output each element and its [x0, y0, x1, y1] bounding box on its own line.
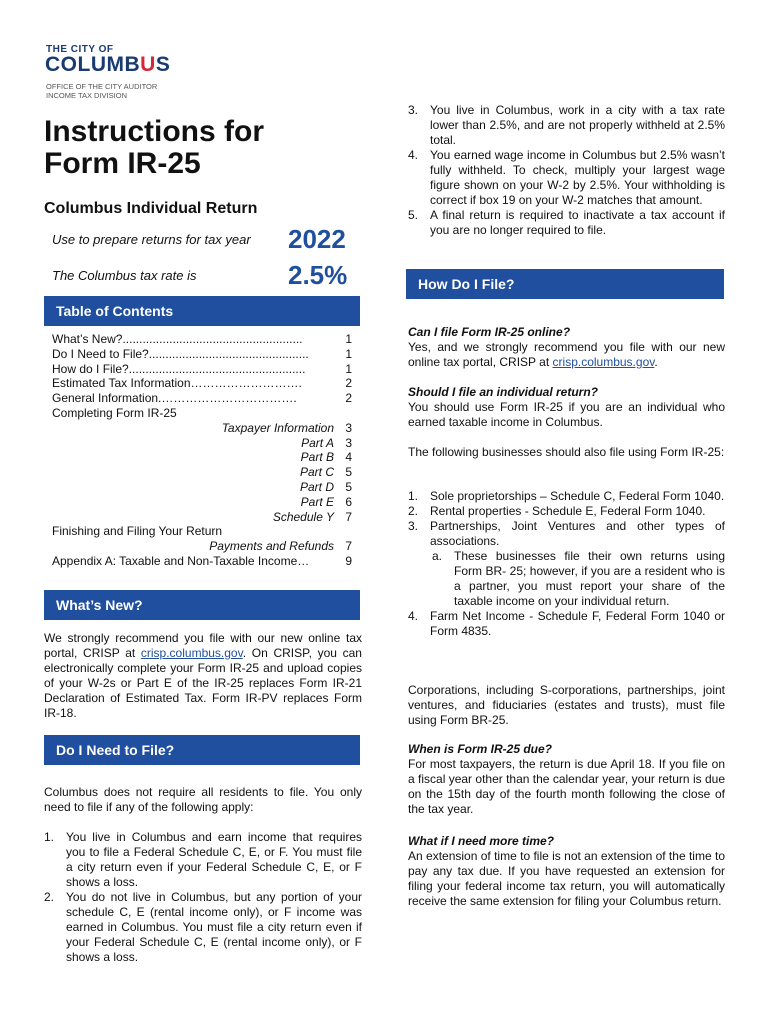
need-to-file-intro: Columbus does not require all residents to file. You only need to file if any of the following apply: — [44, 785, 362, 814]
logo-columbus-accent: U — [140, 53, 156, 76]
list-item — [408, 103, 725, 148]
whats-new-text-after: . On CRISP, you can electronically complete your Form IR-25 and upload copies of your W-2s or Part E of the IR-25 replaces Form IR-21 Declaration of Estimated Tax. Form IR-PV replaces Form IR-18. — [44, 646, 362, 720]
answer-due: For most taxpayers, the return is due April 18. If you file on a fiscal year other than the calendar year, your return is due on the 15th day of the fourth month following the close of the tax year. — [408, 757, 725, 816]
business-list-cont — [408, 609, 725, 639]
list-item — [408, 148, 725, 208]
toc-row-page — [334, 524, 352, 539]
tax-rate-label: The Columbus tax rate is — [52, 268, 197, 283]
toc-row-page: 2 — [345, 391, 352, 406]
list-item-text: You do not live in Columbus, but any portion of your schedule C, E (rental income only), or F income was earned in Columbus. You must file a city return even if your Federal Schedule C, E (rental income only), or F shows a loss. — [66, 890, 362, 964]
toc-row-label: Payments and Refunds — [209, 539, 334, 554]
toc-row-label: Appendix A: Taxable and Non-Taxable Income… — [52, 553, 310, 568]
toc-row-label: General Information.……………………………. — [52, 391, 297, 406]
list-item — [408, 609, 725, 639]
toc-row[interactable] — [52, 391, 352, 406]
question-extension: What if I need more time? — [408, 834, 555, 848]
sub-list-item-text: These businesses file their own returns using Form BR- 25; however, if you are a resident who is a partner, you must report your share of the taxable income on your individual return. — [454, 549, 725, 608]
sub-list-item-letter: a. — [432, 549, 443, 563]
answer-online-after: . — [654, 355, 658, 369]
toc-row-page: 7 — [345, 539, 352, 554]
list-item — [408, 519, 725, 549]
list-item-number: 4. — [408, 609, 419, 623]
toc-row-page: 6 — [345, 494, 352, 509]
toc-row-label: Completing Form IR-25 — [52, 405, 177, 420]
crisp-link[interactable]: crisp.columbus.gov — [140, 646, 243, 660]
list-item-number: 3. — [408, 103, 419, 117]
list-item — [44, 890, 362, 965]
logo-columbus — [45, 53, 170, 77]
list-item-number: 2. — [44, 890, 55, 904]
toc-row-label: What’s New?...................................................... — [52, 332, 303, 346]
toc-heading: Table of Contents — [44, 296, 360, 326]
tax-rate-value: 2.5% — [288, 260, 348, 290]
list-item-number: 2. — [408, 504, 419, 518]
list-item-text: You live in Columbus and earn income that requires you to file a Federal Schedule C, E, or F. You must file a city return even if your Federal Schedule C, E, or F shows a loss. — [66, 830, 362, 889]
list-item-number: 1. — [408, 489, 419, 503]
toc-row[interactable] — [52, 554, 352, 569]
whats-new-text — [44, 631, 362, 721]
list-item-text: Rental properties - Schedule E, Federal Form 1040. — [430, 504, 706, 518]
how-file-heading: How Do I File? — [406, 269, 724, 299]
toc-row-page — [334, 406, 352, 421]
page-subtitle: Columbus Individual Return — [44, 200, 258, 217]
whats-new-text-before: We strongly recommend you file with our new online tax portal, CRISP at — [44, 631, 362, 660]
toc-row-page: 1 — [345, 332, 352, 346]
toc-row[interactable] — [52, 539, 352, 554]
logo-office-line1: OFFICE OF THE CITY AUDITOR — [46, 82, 158, 91]
answer-online — [408, 340, 725, 370]
logo-office — [46, 82, 157, 100]
toc-row[interactable] — [52, 495, 352, 510]
toc-row-page: 5 — [345, 465, 352, 480]
toc-row-page: 2 — [345, 376, 352, 391]
toc-row-page: 1 — [345, 361, 352, 376]
list-item — [44, 830, 362, 890]
page-title — [44, 116, 264, 180]
need-to-file-list-right — [408, 103, 725, 238]
answer-online-before: Yes, and we strongly recommend you file with our new online tax portal, CRISP at — [408, 340, 725, 369]
toc-row-page: 3 — [345, 420, 352, 435]
answer-individual: You should use Form IR-25 if you are an individual who earned taxable income in Columbus. — [408, 400, 725, 429]
list-item — [408, 504, 725, 519]
toc-row[interactable] — [52, 510, 352, 525]
crisp-link[interactable]: crisp.columbus.gov — [552, 355, 655, 369]
list-item-text: You live in Columbus, work in a city with a tax rate lower than 2.5%, and are not properly withheld at 2.5% total. — [430, 103, 725, 147]
how-file-individual — [408, 385, 725, 430]
list-item — [408, 208, 725, 238]
toc-row[interactable] — [52, 436, 352, 451]
how-file-extension — [408, 834, 725, 909]
list-item-number: 1. — [44, 830, 55, 844]
toc-row-label: How do I File?..................................................... — [52, 361, 306, 376]
tax-year-value: 2022 — [288, 224, 346, 254]
page-title-line1: Instructions for — [44, 115, 265, 148]
toc-row-label: Part D — [299, 479, 334, 494]
how-file-online — [408, 325, 725, 370]
toc-row-page: 9 — [345, 553, 352, 568]
how-file-businesses-intro: The following businesses should also file using Form IR-25: — [408, 445, 725, 459]
question-online: Can I file Form IR-25 online? — [408, 325, 571, 339]
how-file-business-list — [408, 489, 725, 639]
toc-row-label: Do I Need to File?................................................ — [52, 346, 309, 361]
toc-row[interactable] — [52, 480, 352, 495]
toc-row-label: Finishing and Filing Your Return — [52, 524, 223, 539]
list-item-text: Partnerships, Joint Ventures and other types of associations. — [430, 519, 725, 548]
toc-row-label: Part B — [300, 450, 334, 465]
question-due: When is Form IR-25 due? — [408, 742, 553, 756]
list-item-text: You earned wage income in Columbus but 2.5% wasn’t fully withheld. To check, multiply your largest wage figure shown on your W-2 by 2.5%. Your withholding is correct if box 19 on your W-2 matches that amount. — [430, 148, 725, 207]
toc-row-page: 3 — [345, 435, 352, 450]
toc-row[interactable] — [52, 450, 352, 465]
toc-row[interactable] — [52, 332, 352, 347]
answer-extension: An extension of time to file is not an extension of the time to pay any tax due. If you have requested an extension for filing your federal income tax return, you will automatically receive the same extension for filing your Columbus return. — [408, 849, 725, 908]
toc-row[interactable] — [52, 421, 352, 436]
toc-row-label: Part E — [300, 494, 334, 509]
need-to-file-heading: Do I Need to File? — [44, 735, 360, 765]
list-item-number: 4. — [408, 148, 419, 162]
business-list — [408, 489, 725, 549]
list-item-number: 5. — [408, 208, 419, 222]
how-file-due — [408, 742, 725, 817]
tax-year-label: Use to prepare returns for tax year — [52, 232, 251, 247]
toc-row-page: 7 — [345, 509, 352, 524]
list-item-text: Sole proprietorships – Schedule C, Federal Form 1040. — [430, 489, 725, 503]
list-item-text: Farm Net Income - Schedule F, Federal Form 1040 or Form 4835. — [430, 609, 725, 638]
sub-list-item — [408, 549, 725, 609]
logo-office-line2: INCOME TAX DIVISION — [46, 91, 127, 100]
toc-row-label: Part A — [301, 435, 334, 450]
logo-city-of: THE CITY OF — [46, 44, 114, 55]
toc-list — [52, 332, 352, 569]
need-to-file-list-left — [44, 830, 362, 965]
toc-row[interactable] — [52, 347, 352, 362]
list-item — [408, 489, 725, 504]
toc-row-page: 1 — [345, 346, 352, 361]
question-individual: Should I file an individual return? — [408, 385, 599, 399]
page-title-line2: Form IR-25 — [44, 147, 201, 180]
logo-columbus-part3: S — [155, 53, 171, 76]
toc-row-label: Part C — [299, 465, 334, 480]
toc-row-page: 4 — [345, 450, 352, 465]
list-item-number: 3. — [408, 519, 419, 533]
toc-row-page: 5 — [345, 479, 352, 494]
toc-row-label: Estimated Tax Information………………………. — [52, 376, 302, 391]
list-item-text: A final return is required to inactivate a tax account if you are no longer required to file. — [430, 208, 725, 237]
toc-row[interactable] — [52, 406, 352, 421]
logo-columbus-part1: COLUMB — [45, 53, 141, 76]
toc-row[interactable] — [52, 524, 352, 539]
whats-new-heading: What’s New? — [44, 590, 360, 620]
toc-row[interactable] — [52, 362, 352, 377]
toc-row-label: Schedule Y — [272, 509, 334, 524]
how-file-corporations: Corporations, including S-corporations, partnerships, joint ventures, and fiduciaries (estates and trusts), must file using Form BR-25. — [408, 683, 725, 727]
toc-row-label: Taxpayer Information — [221, 420, 334, 435]
toc-row[interactable] — [52, 465, 352, 480]
toc-row[interactable] — [52, 376, 352, 391]
